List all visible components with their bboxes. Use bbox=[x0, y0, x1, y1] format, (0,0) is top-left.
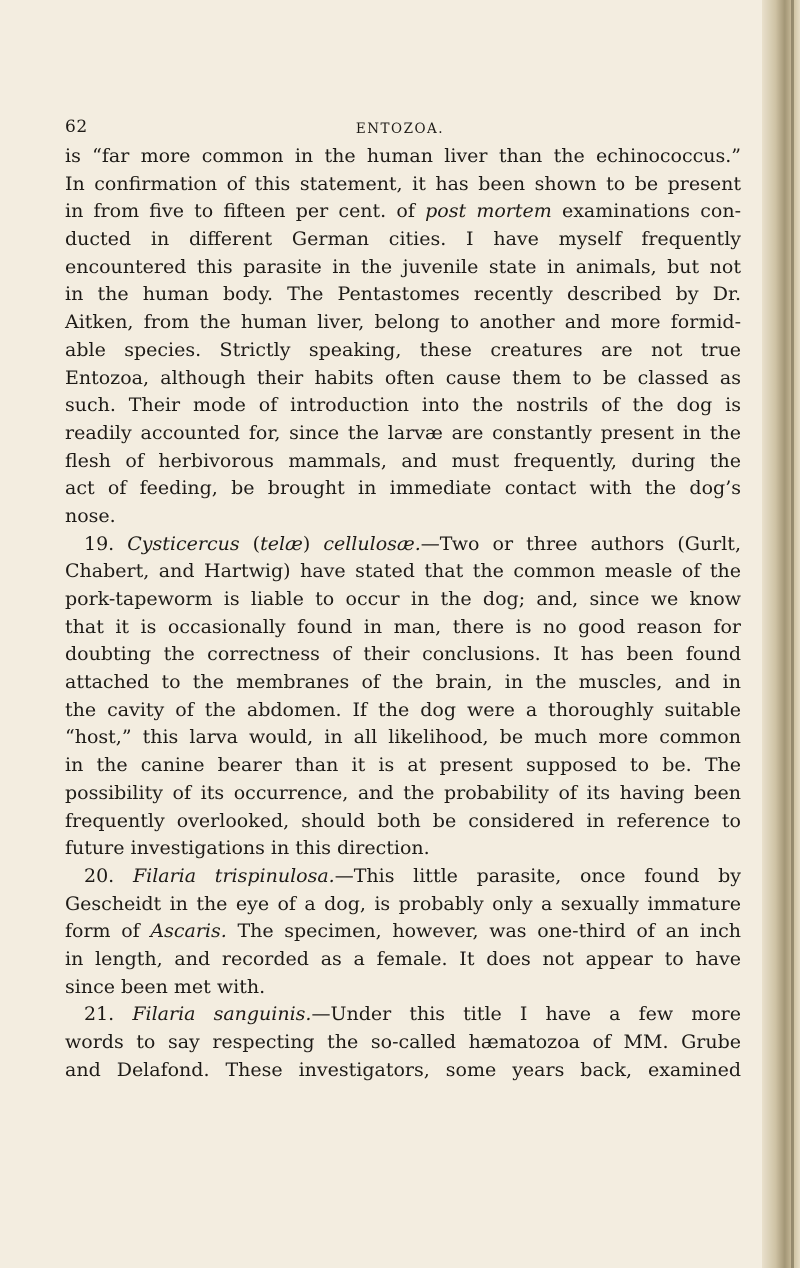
text-line: flesh of herbivorous mammals, and must frequently, during the bbox=[65, 449, 741, 472]
text-line: “host,” this larva would, in all likelihood, be much more common bbox=[65, 726, 741, 749]
text-line: pork-tapeworm is liable to occur in the dog; and, since we know bbox=[65, 588, 741, 610]
text-line: 21. Filaria sanguinis.—Under this title I have a few more bbox=[84, 1003, 741, 1026]
text-line: Gescheidt in the eye of a dog, is probably only a sexually immature bbox=[65, 892, 741, 915]
text-line: able species. Strictly speaking, these creatures are not true bbox=[65, 338, 741, 361]
text-line: in from five to fifteen per cent. of post mortem examinations con- bbox=[65, 200, 742, 223]
page-binding-edge bbox=[762, 0, 800, 1268]
text-line: since been met with. bbox=[65, 975, 266, 998]
text-line: is “far more common in the human liver than the echinococcus.” bbox=[65, 145, 741, 167]
text-line: and Delafond. These investigators, some years back, examined bbox=[65, 1058, 741, 1081]
page-number: 62 bbox=[65, 117, 88, 137]
text-line: in the canine bearer than it is at present supposed to be. The bbox=[65, 754, 741, 777]
text-line: possibility of its occurrence, and the probability of its having been bbox=[65, 781, 741, 804]
text-line: frequently overlooked, should both be considered in reference to bbox=[65, 809, 741, 832]
text-line: future investigations in this direction. bbox=[65, 837, 430, 860]
text-line: Entozoa, although their habits often cause them to be classed as bbox=[65, 366, 741, 389]
body-text bbox=[65, 143, 741, 1084]
text-line: Aitken, from the human liver, belong to another and more formid- bbox=[65, 311, 741, 334]
text-line: words to say respecting the so-called hæmatozoa of MM. Grube bbox=[65, 1031, 741, 1053]
text-line: form of Ascaris. The specimen, however, was one-third of an inch bbox=[65, 920, 741, 943]
text-line: Chabert, and Hartwig) have stated that the common measle of the bbox=[65, 560, 741, 583]
text-line: nose. bbox=[65, 504, 116, 527]
text-line: 20. Filaria trispinulosa.—This little parasite, once found by bbox=[84, 864, 741, 887]
text-line: the cavity of the abdomen. If the dog were a thoroughly suitable bbox=[65, 698, 741, 721]
text-line: doubting the correctness of their conclusions. It has been found bbox=[65, 643, 741, 666]
text-line: such. Their mode of introduction into the nostrils of the dog is bbox=[65, 394, 741, 417]
text-line: attached to the membranes of the brain, in the muscles, and in bbox=[65, 671, 741, 694]
text-line: In confirmation of this statement, it has been shown to be present bbox=[65, 172, 741, 195]
text-line: act of feeding, be brought in immediate contact with the dog’s bbox=[65, 477, 741, 500]
running-head: ENTOZOA. bbox=[355, 121, 445, 137]
text-line: that it is occasionally found in man, there is no good reason for bbox=[65, 615, 741, 638]
text-line: in the human body. The Pentastomes recently described by Dr. bbox=[65, 283, 741, 306]
text-line: ducted in different German cities. I have myself frequently bbox=[65, 228, 741, 251]
text-line: readily accounted for, since the larvæ are constantly present in the bbox=[65, 421, 741, 444]
text-line: encountered this parasite in the juvenile state in animals, but not bbox=[65, 255, 741, 278]
text-line: in length, and recorded as a female. It does not appear to have bbox=[65, 947, 741, 970]
text-line: 19. Cysticercus (telæ) cellulosæ.—Two or three authors (Gurlt, bbox=[84, 532, 741, 555]
